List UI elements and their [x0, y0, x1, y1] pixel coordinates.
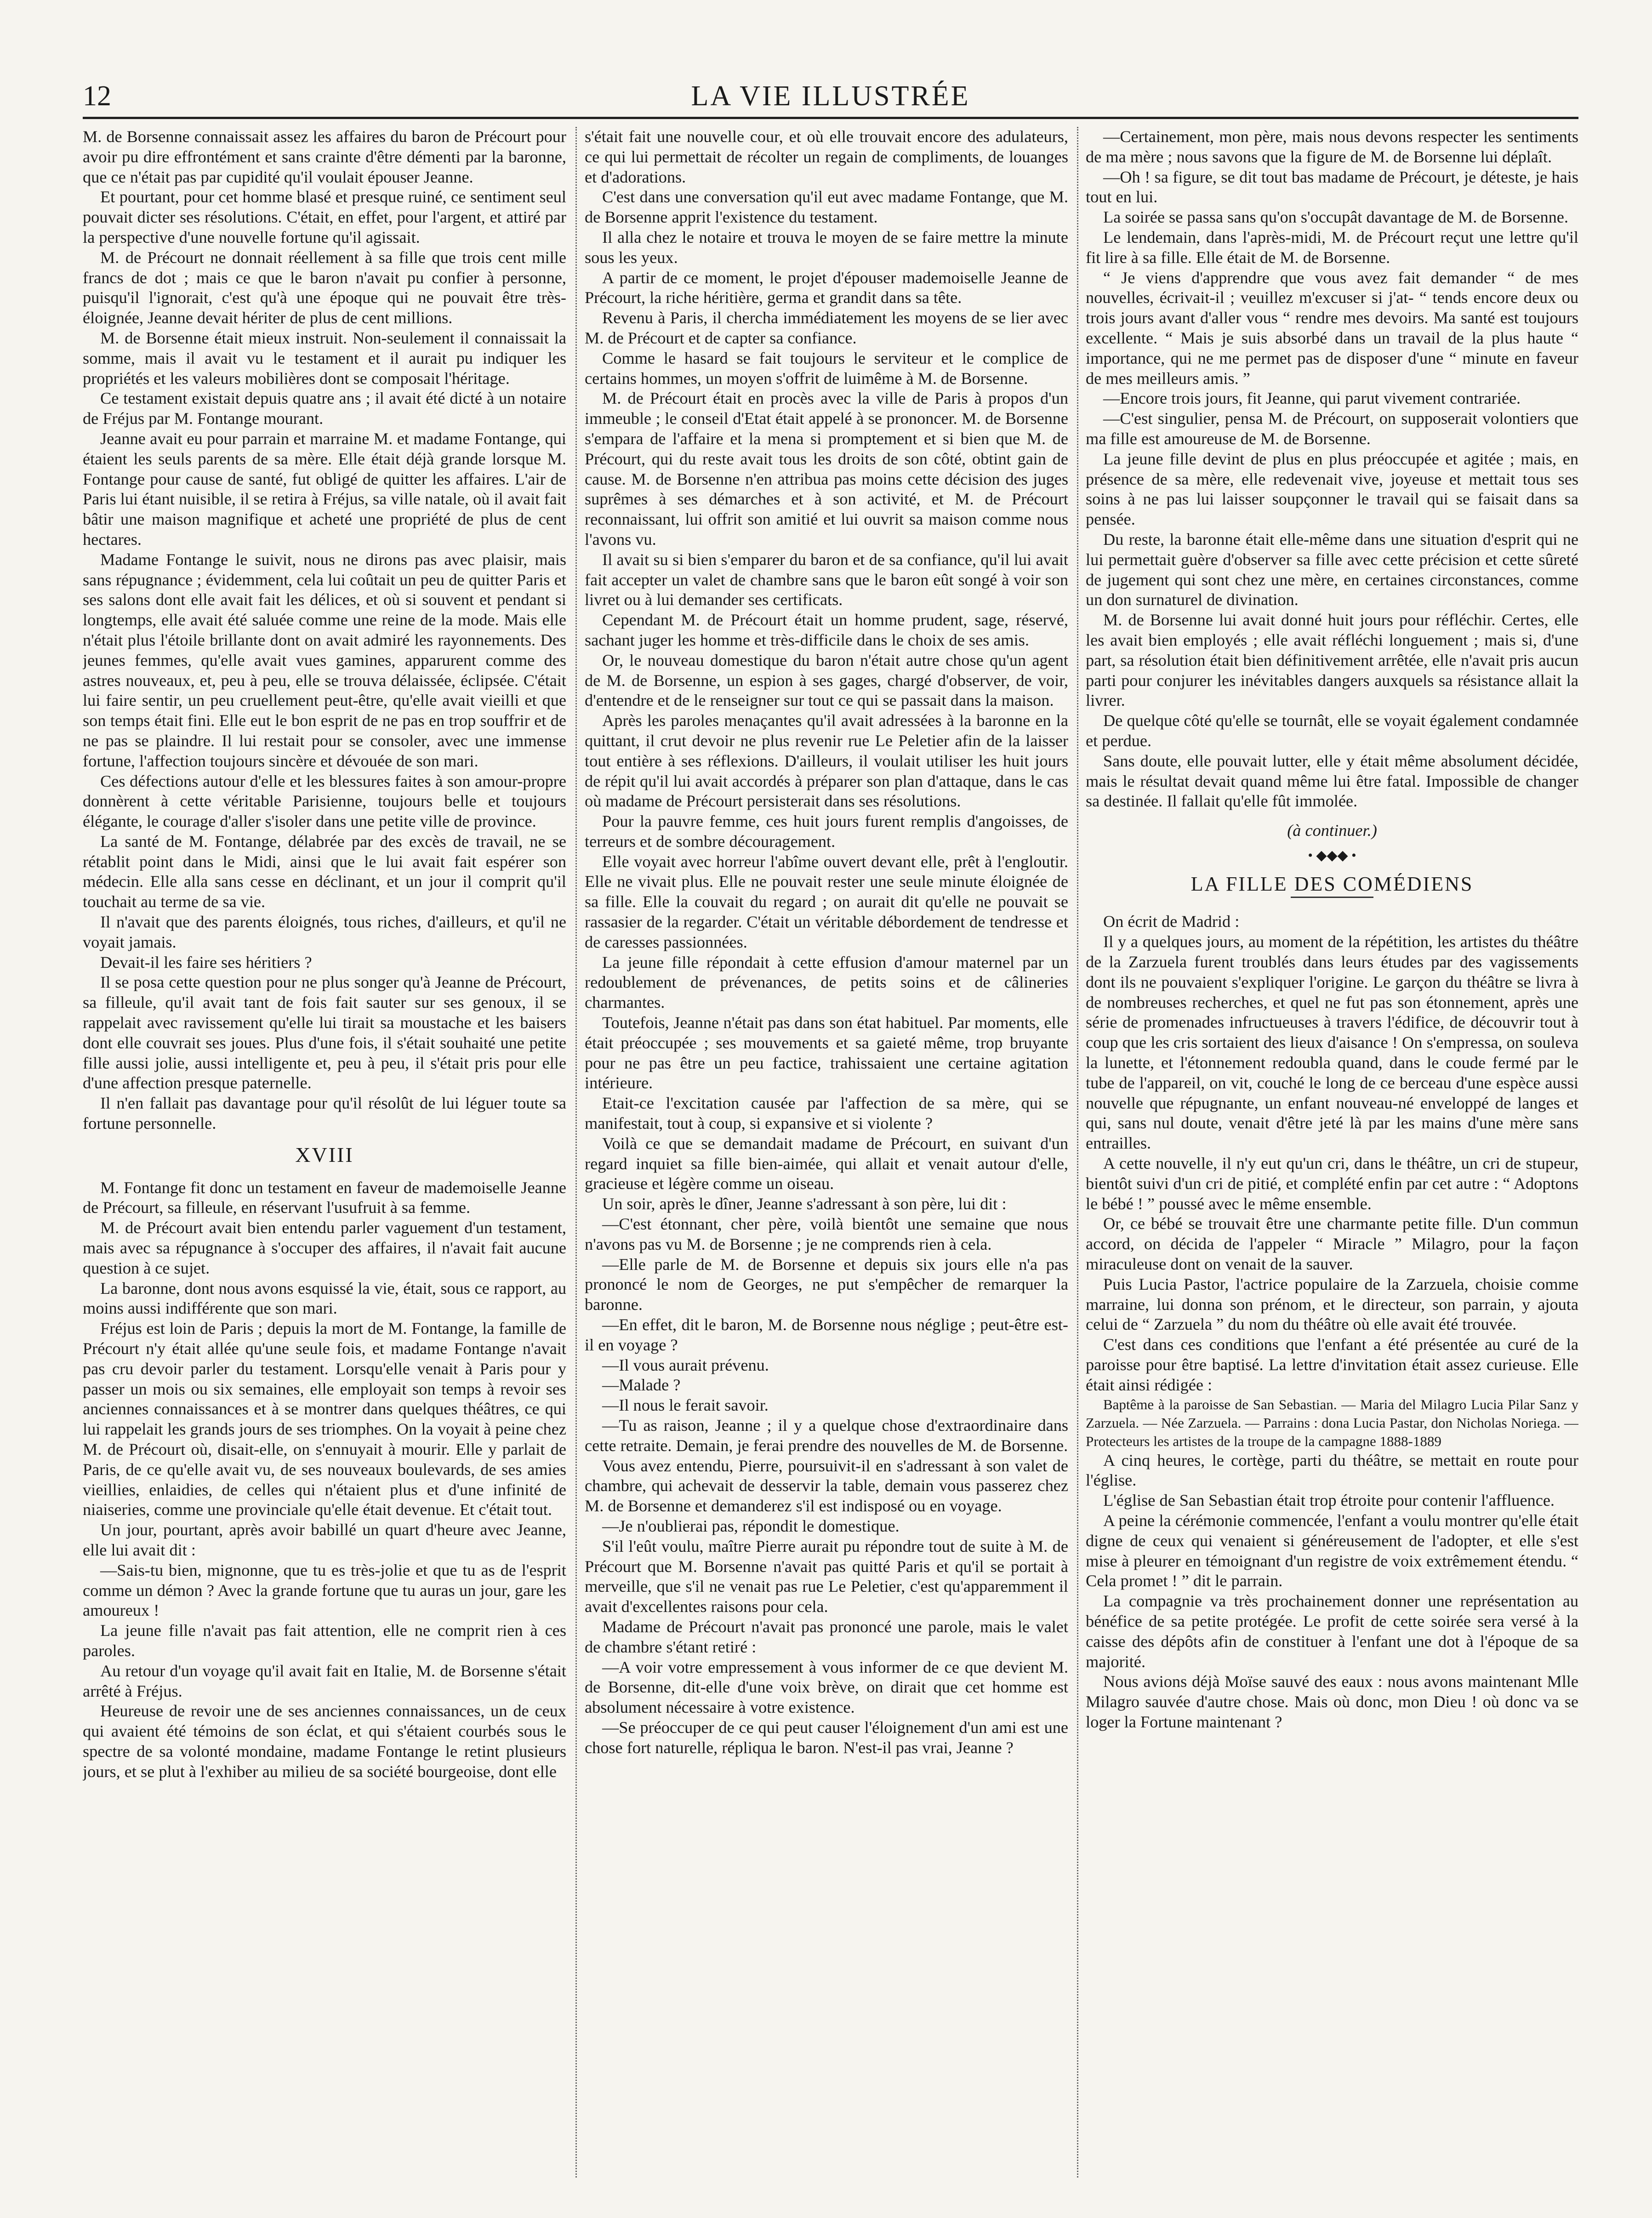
ornament-divider: • ◆◆◆ • [1308, 847, 1356, 863]
paragraph: M. de Précourt ne donnait réellement à sa fille que trois cent mille francs de dot ; mais ce que le baron n'avait pu confier à personne, puisqu'il l'ignorait, c'est qu'à une époque qui ne pouvait être très-éloignée, Jeanne devait hériter de plus de cent millions. [83, 248, 566, 327]
column-divider [575, 127, 577, 2178]
paragraph: —C'est étonnant, cher père, voilà bientôt une semaine que nous n'avons pas vu M. de Borsenne ; je ne comprends rien à cela. [585, 1215, 1068, 1253]
chapter-heading: XVIII [295, 1143, 354, 1166]
baptism-invitation: Baptême à la paroisse de San Sebastian. — Maria del Milagro Lucia Pilar Sanz y Zarzuela. — Née Zarzuela. — Parrains : dona Lucia Pastar, don Nicholas Noriega. — Protecteurs les artistes de la troupe de la campagne 1888-1889 [1086, 1396, 1578, 1449]
paragraph: Il avait su si bien s'emparer du baron et de sa confiance, qu'il lui avait fait accepter un valet de chambre sans que le baron eût songé à voir son livret ou à lui demander ses certificats. [585, 550, 1068, 609]
paragraph: La compagnie va très prochainement donner une représentation au bénéfice de sa petite protégée. Le profit de cette soirée sera versé à la caisse des dépôts afin de constituer à l'enfant une dot à l'époque de sa majorité. [1086, 1592, 1578, 1671]
paragraph: La jeune fille répondait à cette effusion d'amour maternel par un redoublement de prévenances, de petits soins et de câlineries charmantes. [585, 953, 1068, 1012]
paragraph: Toutefois, Jeanne n'était pas dans son état habituel. Par moments, elle était préoccupée ; ses mouvements et sa gaieté même, trop bruyante pour ne pas être un peu factice, trahissaient une certaine agitation intérieure. [585, 1013, 1068, 1092]
letter-quote: “ Je viens d'apprendre que vous avez fait demander “ de mes nouvelles, écrivait-il ; veuillez m'excuser si j'at- “ tends encore deux ou trois jours avant d'aller vous “ rendre mes devoirs. Ma santé est toujours excellente. “ Mais je suis absorbé dans un travail de la plus haute “ importance, qui ne me permet pas de disposer d'une “ minute en faveur de mes meilleurs amis. ” [1086, 268, 1578, 388]
paragraph: M. de Borsenne lui avait donné huit jours pour réfléchir. Certes, elle les avait bien employés ; elle avait réfléchi longuement ; mais si, d'une part, sa résolution était bien définitivement arrêtée, elle n'avait pris aucun parti pour conjurer les inévitables dangers auxquels sa résistance allait la livrer. [1086, 611, 1578, 710]
paragraph: A cinq heures, le cortège, parti du théâtre, se mettait en route pour l'église. [1086, 1451, 1578, 1490]
paragraph: A cette nouvelle, il n'y eut qu'un cri, dans le théâtre, un cri de stupeur, bientôt suivi d'un cri de pitié, et complété enfin par cet autre : “ Adoptons le bébé ! ” poussé avec le même ensemble. [1086, 1154, 1578, 1213]
paragraph: Heureuse de revoir une de ses anciennes connaissances, un de ceux qui avaient été témoins de son éclat, et qui s'étaient courbés sous le spectre de sa volonté mondaine, madame Fontange le retint plusieurs jours, et se plut à l'exhiber au milieu de sa société bourgeoise, dont elle [83, 1702, 566, 1781]
paragraph: —Oh ! sa figure, se dit tout bas madame de Précourt, je déteste, je hais tout en lui. [1086, 167, 1578, 206]
running-title: LA VIE ILLUSTRÉE [691, 80, 970, 112]
paragraph: Revenu à Paris, il chercha immédiatement les moyens de se lier avec M. de Précourt et de capter sa confiance. [585, 309, 1068, 347]
paragraph: —Sais-tu bien, mignonne, que tu es très-jolie et que tu as de l'esprit comme un démon ? Avec la grande fortune que tu auras un jour, gare les amoureux ! [83, 1561, 566, 1620]
paragraph: Elle voyait avec horreur l'abîme ouvert devant elle, prêt à l'engloutir. Elle ne vivait plus. Elle ne pouvait rester une seule minute éloignée de sa fille. Elle la couvait du regard ; on aurait dit qu'elle ne pouvait se rassasier de la regarder. C'était un véritable débordement de tendresse et de caresses passionnées. [585, 852, 1068, 951]
paragraph: Jeanne avait eu pour parrain et marraine M. et madame Fontange, qui étaient les seuls parents de sa mère. Elle était déjà grande lorsque M. Fontange pour cause de santé, fut obligé de quitter les affaires. L'air de Paris lui étant nuisible, il se retira à Fréjus, sa ville natale, où il avait fait bâtir une maison magnifique et acheté une propriété de plus de cent hectares. [83, 429, 566, 549]
paragraph: La baronne, dont nous avons esquissé la vie, était, sous ce rapport, au moins aussi indifférente que son mari. [83, 1279, 566, 1318]
paragraph: La jeune fille devint de plus en plus préoccupée et agitée ; mais, en présence de sa mère, elle redevenait vive, joyeuse et mettait tous ses soins à ne pas lui laisser soupçonner le travail qui se faisait dans sa pensée. [1086, 449, 1578, 529]
paragraph: M. de Borsenne connaissait assez les affaires du baron de Précourt pour avoir pu dire effrontément et sans crainte d'être démenti par la baronne, que ce n'était pas par cupidité qu'il voulait épouser Jeanne. [83, 127, 566, 186]
paragraph: —Elle parle de M. de Borsenne et depuis six jours elle n'a pas prononcé le nom de Georges, ne put s'empêcher de remarquer la baronne. [585, 1255, 1068, 1314]
paragraph: M. de Borsenne était mieux instruit. Non-seulement il connaissait la somme, mais il avait vu le testament et il aurait pu indiquer les propriétés et les valeurs mobilières dont se composait l'héritage. [83, 328, 566, 388]
paragraph: s'était fait une nouvelle cour, et où elle trouvait encore des adulateurs, ce qui lui permettait de récolter un regain de compliments, de louanges et d'adorations. [585, 127, 1068, 186]
paragraph: M. Fontange fit donc un testament en faveur de mademoiselle Jeanne de Précourt, sa filleule, en réservant l'usufruit à sa femme. [83, 1178, 566, 1217]
article-title: LA FILLE DES COMÉDIENS [1191, 872, 1474, 895]
paragraph: —Se préoccuper de ce qui peut causer l'éloignement d'un ami est une chose fort naturelle, répliqua le baron. N'est-il pas vrai, Jeanne ? [585, 1718, 1068, 1757]
paragraph: Un jour, pourtant, après avoir babillé un quart d'heure avec Jeanne, elle lui avait dit : [83, 1521, 566, 1559]
paragraph: Au retour d'un voyage qu'il avait fait en Italie, M. de Borsenne s'était arrêté à Fréjus. [83, 1661, 566, 1700]
paragraph: —Certainement, mon père, mais nous devons respecter les sentiments de ma mère ; nous savons que la figure de M. de Borsenne lui déplaît. [1086, 127, 1578, 166]
paragraph: Ce testament existait depuis quatre ans ; il avait été dicté à un notaire de Fréjus par M. Fontange mourant. [83, 389, 566, 428]
paragraph: Un soir, après le dîner, Jeanne s'adressant à son père, lui dit : [602, 1195, 1007, 1213]
paragraph: Du reste, la baronne était elle-même dans une situation d'esprit qui ne lui permettait guère d'observer sa fille avec cette précision et cette sûreté de jugement qui sont chez une mère, en certaines circonstances, comme un don surnaturel de divination. [1086, 530, 1578, 609]
paragraph: —Encore trois jours, fit Jeanne, qui parut vivement contrariée. [1103, 389, 1521, 408]
page-header [83, 77, 1578, 119]
paragraph: C'est dans une conversation qu'il eut avec madame Fontange, que M. de Borsenne apprit l'existence du testament. [585, 188, 1068, 227]
paragraph: La soirée se passa sans qu'on s'occupât davantage de M. de Borsenne. [1103, 208, 1568, 227]
paragraph: Il n'avait que des parents éloignés, tous riches, d'ailleurs, et qu'il ne voyait jamais. [83, 913, 566, 951]
paragraph: —En effet, dit le baron, M. de Borsenne nous néglige ; peut-être est-il en voyage ? [585, 1315, 1068, 1354]
paragraph: M. de Précourt avait bien entendu parler vaguement d'un testament, mais avec sa répugnance à s'occuper des affaires, il n'avait fait aucune question à ce sujet. [83, 1218, 566, 1277]
to-be-continued: (à continuer.) [1287, 821, 1377, 840]
paragraph: C'est dans ces conditions que l'enfant a été présentée au curé de la paroisse pour être baptisé. La lettre d'invitation était assez curieuse. Elle était ainsi rédigée : [1086, 1335, 1578, 1394]
paragraph: Il se posa cette question pour ne plus songer qu'à Jeanne de Précourt, sa filleule, qu'il avait tant de fois fait sauter sur ses genoux, il se rappelait avec ravissement qu'elle lui tirait sa moustache et les baisers dont elle couvrait ses joues. Plus d'une fois, il s'était souhaité une petite fille aussi jolie, aussi intelligente et, peu à peu, il s'était pris pour elle d'une affection presque paternelle. [83, 973, 566, 1092]
paragraph: Voilà ce que se demandait madame de Précourt, en suivant d'un regard inquiet sa fille bien-aimée, qui allait et venait autour d'elle, gracieuse et légère comme un oiseau. [585, 1134, 1068, 1193]
paragraph: La jeune fille n'avait pas fait attention, elle ne comprit rien à ces paroles. [83, 1621, 566, 1660]
paragraph: On écrit de Madrid : [1103, 912, 1240, 931]
paragraph: Madame Fontange le suivit, nous ne dirons pas avec plaisir, mais sans répugnance ; évidemment, cela lui coûtait un peu de quitter Paris et ses salons dont elle avait fait les délices, et où si souvent et pendant si longtemps, elle avait été saluée comme une reine de la mode. Mais elle n'était plus l'étoile brillante dont on avait admiré les rayonnements. Des jeunes femmes, qu'elle avait vues gamines, apparurent comme des astres nouveaux, et, peu à peu, elle se trouva délaissée, éclipsée. C'était lui faire sentir, un peu cruellement peut-être, qu'elle avait vieilli et que son temps était fini. Elle eut le bon esprit de ne pas en trop souffrir et de ne pas se plaindre. Il lui restait pour se consoler, avec une immense fortune, l'affection toujours sincère et dévouée de son mari. [83, 550, 566, 770]
paragraph: Etait-ce l'excitation causée par l'affection de sa mère, qui se manifestait, tout à coup, si expansive et si violente ? [585, 1094, 1068, 1133]
paragraph: Ces défections autour d'elle et les blessures faites à son amour-propre donnèrent à cette véritable Parisienne, toujours belle et toujours élégante, le courage d'aller s'isoler dans une petite ville de province. [83, 772, 566, 831]
paragraph: S'il l'eût voulu, maître Pierre aurait pu répondre tout de suite à M. de Précourt que M. Borsenne n'avait pas quitté Paris et qu'il se portait à merveille, que s'il ne venait pas rue Le Peletier, c'est qu'apparemment il avait d'excellentes raisons pour cela. [585, 1537, 1068, 1616]
paragraph: Comme le hasard se fait toujours le serviteur et le complice de certains hommes, un moyen s'offrit de luimême à M. de Borsenne. [585, 349, 1068, 388]
paragraph: M. de Précourt était en procès avec la ville de Paris à propos d'un immeuble ; le conseil d'Etat était appelé à se prononcer. M. de Borsenne s'empara de l'affaire et la mena si promptement et si bien que M. de Précourt, qui du reste avait tous les droits de son côté, obtint gain de cause. M. de Borsenne n'en attribua pas moins cette décision des juges suprêmes à ses démarches et à son activité, et M. de Précourt reconnaissant, lui offrit son amitié et lui ouvrit sa maison comme nous l'avons vu. [585, 389, 1068, 549]
paragraph: —A voir votre empressement à vous informer de ce que devient M. de Borsenne, dit-elle d'une voix brève, on dirait que cet homme est absolument nécessaire à votre existence. [585, 1658, 1068, 1717]
paragraph: Il y a quelques jours, au moment de la répétition, les artistes du théâtre de la Zarzuela furent troublés dans leurs études par des vagissements dont ils ne pouvaient s'expliquer l'origine. Le garçon du théâtre se livra à de nombreuses recherches, et quel ne fut pas son étonnement, après une série de promenades infructueuses à travers l'édifice, de découvrir tout à coup que les cris sortaient des lieux d'aisance ! On s'empressa, on souleva la lunette, et l'étonnement redoubla quand, dans le coude fermé par le tube de l'appareil, on vit, couché le long de ce berceau d'une espèce aussi nouvelle que répugnante, un enfant nouveau-né enveloppé de langes et qui, sans nul doute, venait d'être jeté là par les mains d'une mère sans entrailles. [1086, 932, 1578, 1153]
paragraph: Il n'en fallait pas davantage pour qu'il résolût de lui léguer toute sa fortune personnelle. [83, 1094, 566, 1133]
column-1 [83, 127, 566, 2187]
paragraph: Le lendemain, dans l'après-midi, M. de Précourt reçut une lettre qu'il fit lire à sa fille. Elle était de M. de Borsenne. [1086, 228, 1578, 267]
page-number: 12 [83, 80, 111, 112]
column-3 [1086, 127, 1578, 2187]
paragraph: A partir de ce moment, le projet d'épouser mademoiselle Jeanne de Précourt, la riche héritière, germa et grandit dans sa tête. [585, 268, 1068, 307]
paragraph: —C'est singulier, pensa M. de Précourt, on supposerait volontiers que ma fille est amoureuse de M. de Borsenne. [1086, 409, 1578, 448]
paragraph: —Je n'oublierai pas, répondit le domestique. [602, 1516, 900, 1535]
paragraph: Devait-il les faire ses héritiers ? [100, 953, 312, 972]
paragraph: De quelque côté qu'elle se tournât, elle se voyait également condamnée et perdue. [1086, 711, 1578, 750]
title-rule [1291, 897, 1373, 898]
paragraph: Or, le nouveau domestique du baron n'était autre chose qu'un agent de M. de Borsenne, un espion à ses gages, chargé d'observer, de voir, d'entendre et de le renseigner sur tout ce qui se passait dans la maison. [585, 651, 1068, 710]
paragraph: Sans doute, elle pouvait lutter, elle y était même absolument décidée, mais le résultat devait quand même lui être fatal. Impossible de changer sa destinée. Il fallait qu'elle fût immolée. [1086, 751, 1578, 811]
paragraph: A peine la cérémonie commencée, l'enfant a voulu montrer qu'elle était digne de ceux qui venaient si généreusement de l'adopter, et elle s'est mise à pleurer en témoignant d'un registre de voix extrêmement étendu. “ Cela promet ! ” dit le parrain. [1086, 1511, 1578, 1590]
paragraph: Madame de Précourt n'avait pas prononcé une parole, mais le valet de chambre s'étant retiré : [585, 1617, 1068, 1656]
paragraph: Vous avez entendu, Pierre, poursuivit-il en s'adressant à son valet de chambre, qui achevait de desservir la table, demain vous passerez chez M. de Borsenne et demanderez s'il est indisposé ou en voyage. [585, 1456, 1068, 1515]
paragraph: Pour la pauvre femme, ces huit jours furent remplis d'angoisses, de terreurs et de sombre découragement. [585, 812, 1068, 851]
paragraph: —Il vous aurait prévenu. [602, 1355, 769, 1374]
paragraph: Et pourtant, pour cet homme blasé et presque ruiné, ce sentiment seul pouvait dicter ses résolutions. C'était, en effet, pour l'argent, et attiré par la perspective d'une nouvelle fortune qu'il agissait. [83, 188, 566, 246]
column-2 [585, 127, 1068, 2187]
paragraph: Après les paroles menaçantes qu'il avait adressées à la baronne en la quittant, il crut devoir ne plus revenir rue Le Peletier afin de la laisser tout entière à ses réflexions. D'ailleurs, il voulait utiliser les huit jours de répit qu'il lui avait accordés à préparer son plan d'attaque, dans le cas où madame de Précourt persisterait dans ses résolutions. [585, 711, 1068, 811]
paragraph: —Tu as raison, Jeanne ; il y a quelque chose d'extraordinaire dans cette retraite. Demain, je ferai prendre des nouvelles de M. de Borsenne. [585, 1416, 1068, 1455]
paragraph: —Il nous le ferait savoir. [602, 1396, 769, 1415]
paragraph: Puis Lucia Pastor, l'actrice populaire de la Zarzuela, choisie comme marraine, lui donna son prénom, et le directeur, son parrain, y ajouta celui de “ Zarzuela ” du nom du théâtre où elle avait été trouvée. [1086, 1275, 1578, 1334]
paragraph: Fréjus est loin de Paris ; depuis la mort de M. Fontange, la famille de Précourt n'y était allée qu'une seule fois, et madame Fontange n'avait pas cru devoir parler du testament. Lorsqu'elle venait à Paris pour y passer un mois ou six semaines, elle employait son temps à revoir ses anciennes connaissances et à se montrer dans quelques théâtres, ce qui lui rappelait les grands jours de ses triomphes. On la voyait à peine chez M. de Précourt où, disait-elle, on s'ennuyait à mourir. Elle y parlait de Paris, de ce qu'elle avait vu, de ses nouveaux boulevards, de ses amies vieillies, enlaidies, de celles qui n'étaient plus et d'une infinité de niaiseries, comme une provinciale qu'elle était devenue. Et c'était tout. [83, 1319, 566, 1519]
column-divider [1077, 127, 1078, 2178]
paragraph: Il alla chez le notaire et trouva le moyen de se faire mettre la minute sous les yeux. [585, 228, 1068, 267]
paragraph: Or, ce bébé se trouvait être une charmante petite fille. D'un commun accord, on décida de l'appeler “ Miracle ” Milagro, pour la façon miraculeuse dont on venait de la sauver. [1086, 1214, 1578, 1274]
paragraph: —Malade ? [602, 1376, 681, 1395]
paragraph: Nous avions déjà Moïse sauvé des eaux : nous avons maintenant Mlle Milagro sauvée d'autre chose. Mais où donc, mon Dieu ! où donc va se loger la Fortune maintenant ? [1086, 1672, 1578, 1731]
paragraph: L'église de San Sebastian était trop étroite pour contenir l'affluence. [1103, 1491, 1555, 1510]
paragraph: La santé de M. Fontange, délabrée par des excès de travail, ne se rétablit point dans le Midi, ainsi que le lui avait fait espérer son médecin. Elle alla sans cesse en déclinant, et un jour il comprit qu'il touchait au terme de sa vie. [83, 832, 566, 911]
paragraph: Cependant M. de Précourt était un homme prudent, sage, réservé, sachant juger les homme et très-difficile dans le choix de ses amis. [585, 611, 1068, 649]
